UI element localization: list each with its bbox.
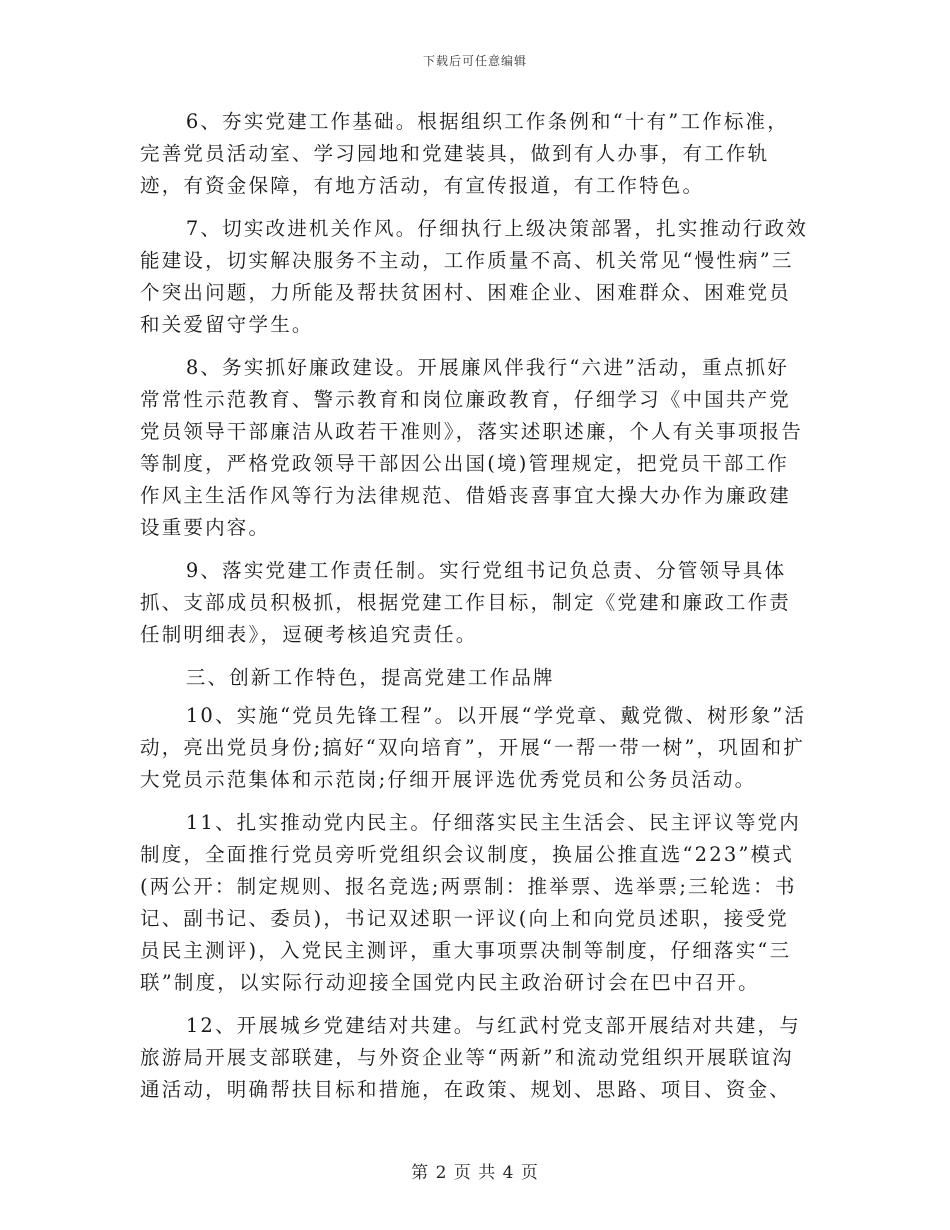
paragraph-11: 11、扎实推动党内民主。仔细落实民主生活会、民主评议等党内制度，全面推行党员旁听党组织会议制度，换届公推直选“223”模式(两公开：制定规则、报名竞选;两票制：推举票、选举票;三轮选：书记、副书记、委员)，书记双述职一评议(向上和向党员述职，接受党员民主测评)，入党民主测评，重大事项票决制等制度，仔细落实“三联”制度，以实际行动迎接全国党内民主政治研讨会在巴中召开。	[140, 811, 801, 994]
document-body	[140, 106, 810, 1117]
paragraph-6: 6、夯实党建工作基础。根据组织工作条例和“十有”工作标准，完善党员活动室、学习园地和党建装具，做到有人办事，有工作轨迹，有资金保障，有地方活动，有宣传报道，有工作特色。	[140, 110, 789, 197]
page-footer: 第 2 页 共 4 页	[411, 1163, 539, 1183]
paragraph-12: 12、开展城乡党建结对共建。与红武村党支部开展结对共建，与旅游局开展支部联建，与外资企业等“两新”和流动党组织开展联谊沟通活动，明确帮扶目标和措施，在政策、规划、思路、项目、资金、	[140, 1014, 801, 1101]
paragraph-9: 9、落实党建工作责任制。实行党组书记负总责、分管领导具体抓、支部成员积极抓，根据党建工作目标，制定《党建和廉政工作责任制明细表》，逗硬考核追究责任。	[140, 559, 792, 646]
section-heading-3: 三、创新工作特色，提高党建工作品牌	[185, 666, 555, 689]
paragraph-10: 10、实施“党员先锋工程”。以开展“学党章、戴党微、树形象”活动，亮出党员身份;搞好“双向培育”，开展“一帮一带一树”，巩固和扩大党员示范集体和示范岗;仔细开展评选优秀党员和公务员活动。	[140, 704, 807, 791]
page-header: 下载后可任意编辑	[422, 54, 527, 68]
paragraph-7: 7、切实改进机关作风。仔细执行上级决策部署，扎实推动行政效能建设，切实解决服务不主动，工作质量不高、机关常见“慢性病”三个突出问题，力所能及帮扶贫困村、困难企业、困难群众、困难党员和关爱留守学生。	[140, 217, 809, 336]
paragraph-8: 8、务实抓好廉政建设。开展廉风伴我行“六进”活动，重点抓好常常性示范教育、警示教育和岗位廉政教育，仔细学习《中国共产党党员领导干部廉洁从政若干准则》，落实述职述廉，个人有关事项报告等制度，严格党政领导干部因公出国(境)管理规定，把党员干部工作作风主生活作风等行为法律规范、借婚丧喜事宜大操大办作为廉政建设重要内容。	[140, 356, 803, 539]
